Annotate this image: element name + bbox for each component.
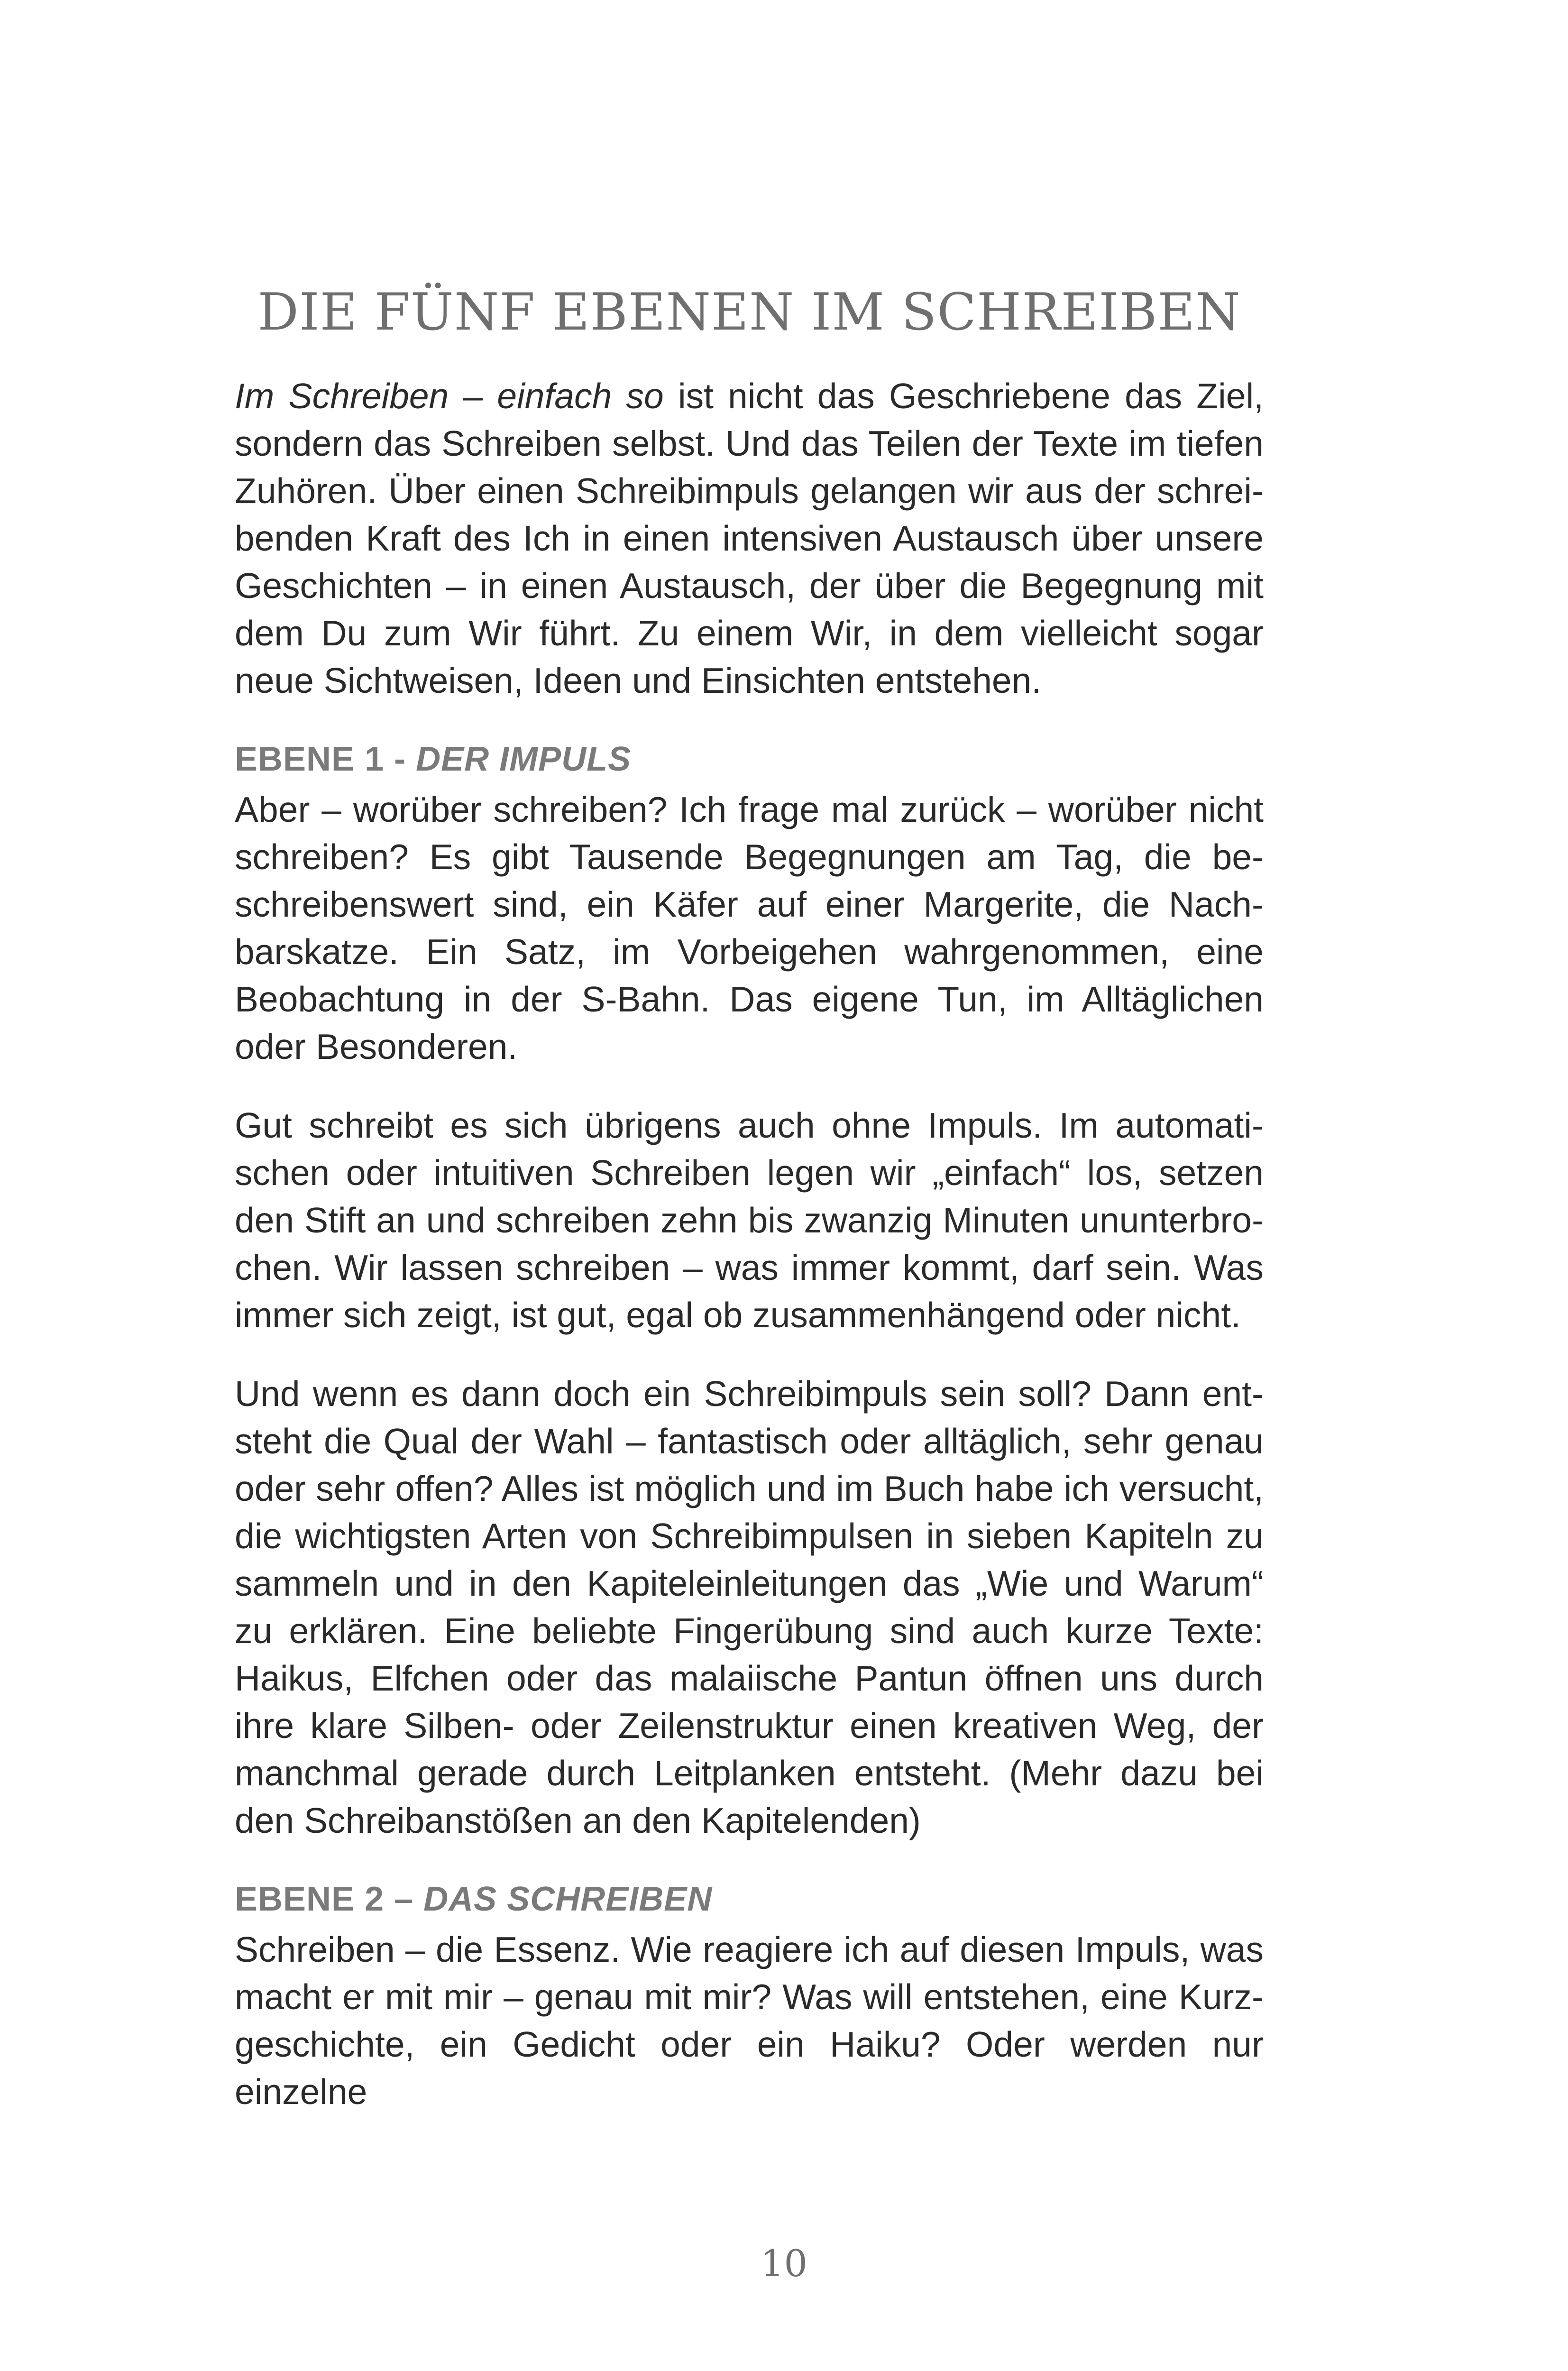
page-content xyxy=(235,285,1264,2115)
page-title: DIE FÜNF EBENEN IM SCHREIBEN xyxy=(257,283,1241,342)
paragraph-ebene-1-2: Gut schreibt es sich übrigens auch ohne Impuls. Im automatischen oder intuitiven Schreiben legen wir „einfach“ los, setzen den Stift an und schreiben zehn bis zwanzig Minuten ununterbrochen. Wir lassen schreiben – was immer kommt, darf sein. Was immer sich zeigt, ist gut, egal ob zusammenhängend oder nicht. xyxy=(235,1105,1264,1335)
section-heading-subtitle: DER IMPULS xyxy=(416,740,632,778)
paragraph-ebene-1-1: Aber – worüber schreiben? Ich frage mal zurück – worüber nicht schreiben? Es gibt Tausende Begegnungen am Tag, die be-schreibenswert sind, ein Käfer auf einer Margerite, die Nachbarskatze. Ein Satz, im Vorbeigehen wahrgenommen, eine Beobachtung in der S-Bahn. Das eigene Tun, im Alltäglichen oder Besonderen. xyxy=(235,789,1264,1066)
intro-text: ist nicht das Geschriebene das Ziel, sondern das Schreiben selbst. Und das Teilen der Texte im tiefen Zuhören. Über einen Schreibimpuls gelangen wir aus der schreibenden Kraft des Ich in einen intensiven Austausch über unsere Geschichten – in einen Austausch, der über die Begegnung mit dem Du zum Wir führt. Zu einem Wir, in dem vielleicht sogar neue Sichtweisen, Ideen und Einsichten entstehen. xyxy=(235,376,1264,700)
paragraph-ebene-2-1: Schreiben – die Essenz. Wie reagiere ich auf diesen Impuls, was macht er mit mir – genau mit mir? Was will entstehen, eine Kurzgeschichte, ein Gedicht oder ein Haiku? Oder werden nur einzelne xyxy=(235,1929,1264,2112)
section-heading-prefix: EBENE 2 – xyxy=(235,1880,424,1918)
page-number: 10 xyxy=(760,2242,808,2285)
section-heading-ebene-1 xyxy=(235,735,1264,783)
paragraph-ebene-1-3: Und wenn es dann doch ein Schreibimpuls sein soll? Dann entsteht die Qual der Wahl – fantastisch oder alltäglich, sehr genau oder sehr offen? Alles ist möglich und im Buch habe ich versucht, die wichtigsten Arten von Schreibimpulsen in sieben Kapiteln zu sammeln und in den Kapiteleinleitungen das „Wie und Warum“ zu erklären. Eine beliebte Fingerübung sind auch kurze Texte: Haikus, Elfchen oder das malaiische Pantun öffnen uns durch ihre klare Silben- oder Zeilenstruktur einen kreativen Weg, der manchmal gerade durch Leitplanken entsteht. (Mehr dazu bei den Schreibanstößen an den Kapitelenden) xyxy=(235,1373,1264,1840)
section-heading-subtitle: DAS SCHREIBEN xyxy=(423,1880,713,1918)
intro-paragraph xyxy=(235,372,1264,704)
section-heading-prefix: EBENE 1 - xyxy=(235,740,416,778)
section-heading-ebene-2 xyxy=(235,1875,1264,1923)
intro-italic-lead: Im Schreiben – einfach so xyxy=(235,376,664,416)
